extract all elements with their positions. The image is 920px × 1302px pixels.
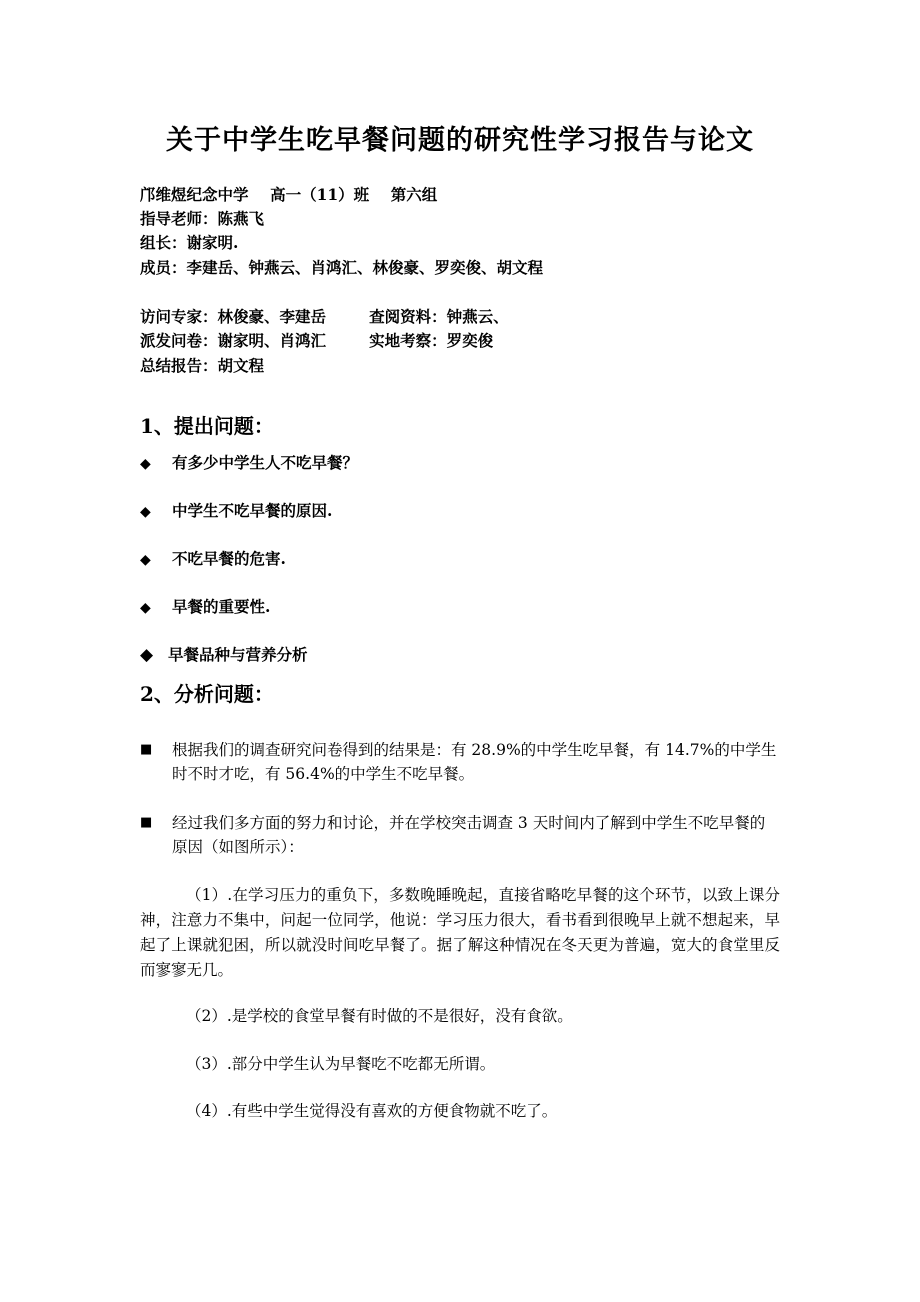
diamond-bullet-icon: ◆	[140, 600, 151, 616]
paragraph-text: 经过我们多方面的努力和讨论，并在学校突击调查 3 天时间内了解到中学生不吃早餐的原因（如图所示）：	[172, 814, 766, 856]
section-2-heading: 2、分析问题：	[140, 682, 274, 706]
square-bullet-icon: ■	[140, 742, 153, 757]
section-1-heading: 1、提出问题：	[140, 414, 274, 438]
teacher-line: 指导老师：陈燕飞	[140, 209, 265, 228]
square-bullet-icon: ■	[140, 815, 153, 830]
school-class-line: 邝维煜纪念中学 高一（11）班 第六组	[140, 185, 438, 204]
diamond-bullet-icon: ◆	[140, 552, 151, 568]
question-item	[140, 547, 286, 569]
diamond-bullet-icon: ◆	[140, 645, 154, 665]
roles-line-1: 访问专家：林俊豪、李建岳 查阅资料：钟燕云、	[140, 307, 509, 326]
question-text: 有多少中学生人不吃早餐？	[172, 453, 359, 472]
leader-line: 组长：谢家明.	[140, 233, 239, 252]
diamond-bullet-icon: ◆	[140, 504, 151, 520]
question-item	[140, 451, 358, 473]
question-item	[140, 595, 270, 617]
roles-line-2: 派发问卷：谢家明、肖鸿汇 实地考察：罗奕俊	[140, 331, 494, 350]
survey-result-paragraph	[140, 738, 780, 786]
reason-item: （3）.部分中学生认为早餐吃不吃都无所谓。	[186, 1055, 496, 1073]
question-text: 不吃早餐的危害.	[172, 549, 286, 568]
roles-line-3: 总结报告：胡文程	[140, 356, 265, 375]
question-item	[140, 499, 332, 521]
diamond-bullet-icon: ◆	[140, 456, 151, 472]
reason-item: （4）.有些中学生觉得没有喜欢的方便食物就不吃了。	[186, 1102, 558, 1120]
question-item	[140, 643, 308, 665]
paragraph-text: 根据我们的调查研究问卷得到的结果是：有 28.9%的中学生吃早餐，有 14.7%的中学生时不时才吃，有 56.4%的中学生不吃早餐。	[172, 741, 777, 783]
reasons-intro-paragraph	[140, 811, 780, 859]
members-line: 成员：李建岳、钟燕云、肖鸿汇、林俊豪、罗奕俊、胡文程	[140, 258, 544, 277]
reason-item: （1）.在学习压力的重负下，多数晚睡晚起，直接省略吃早餐的这个环节，以致上课分神，注意力不集中，问起一位同学，他说：学习压力很大，看书看到很晚早上就不想起来，早起了上课就犯困，所以就没时间吃早餐了。据了解这种情况在冬天更为普遍，宽大的食堂里反而寥寥无几。	[140, 886, 780, 979]
reason-item: （2）.是学校的食堂早餐有时做的不是很好，没有食欲。	[186, 1007, 573, 1025]
question-text: 早餐品种与营养分析	[168, 645, 308, 664]
question-text: 早餐的重要性.	[172, 597, 271, 616]
question-text: 中学生不吃早餐的原因.	[172, 501, 333, 520]
document-title: 关于中学生吃早餐问题的研究性学习报告与论文	[166, 125, 754, 156]
